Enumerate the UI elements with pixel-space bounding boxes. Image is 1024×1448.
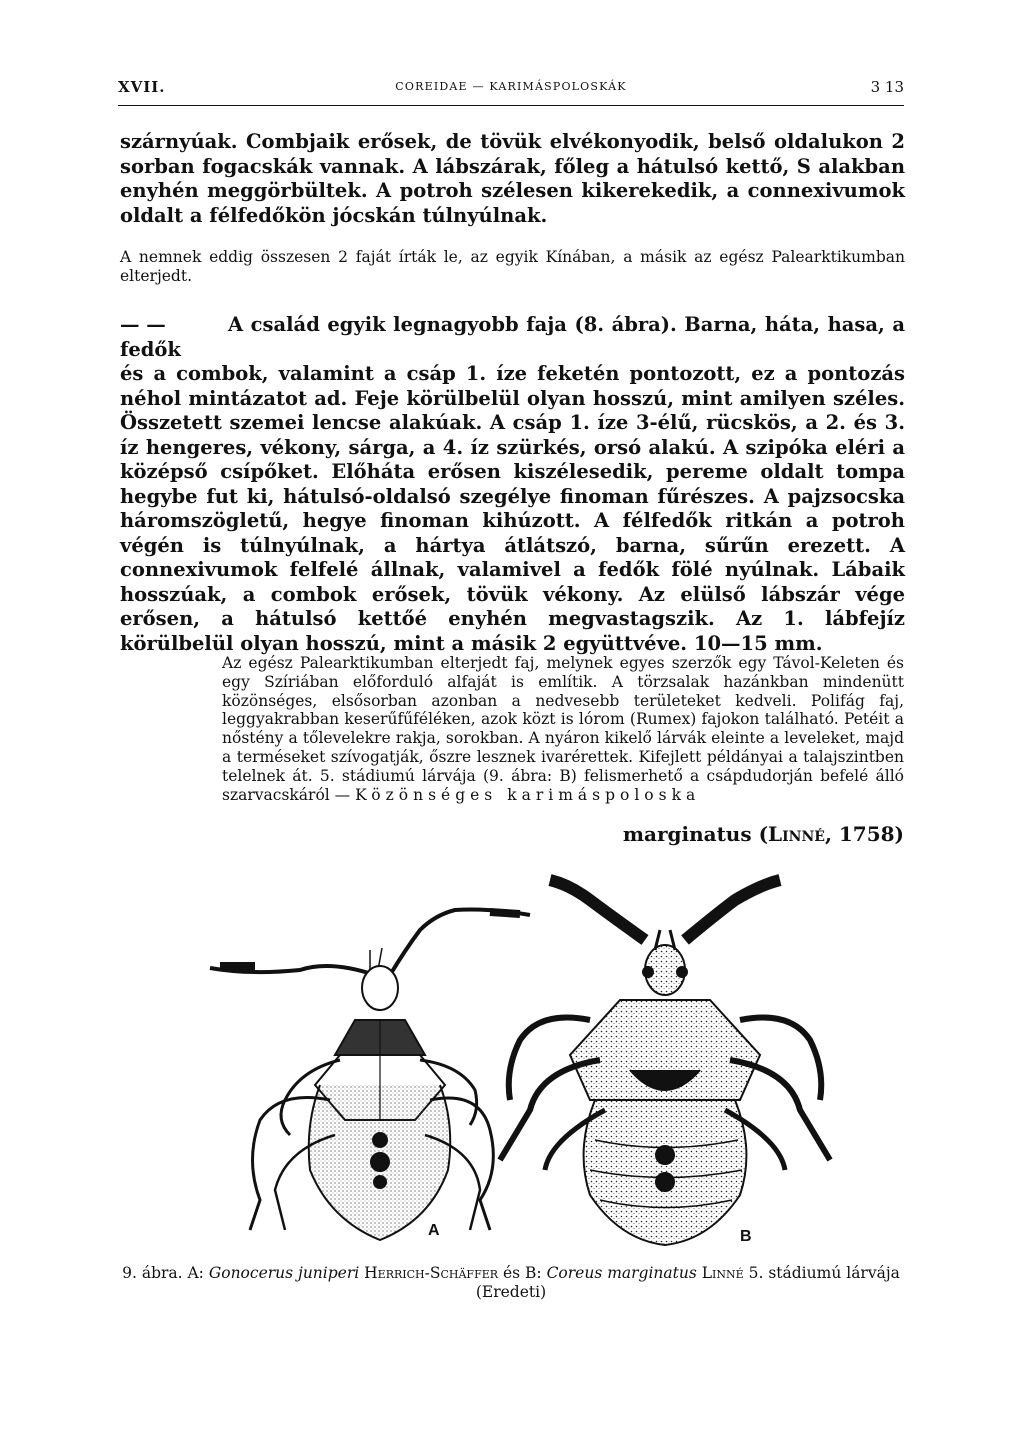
caption-suffix: 5. stádiumú lárvája (Eredeti) <box>475 1264 900 1301</box>
page-number: 3 13 <box>870 78 904 96</box>
caption-author-a: Herrich-Schäffer <box>364 1264 499 1282</box>
figure-caption <box>118 1264 904 1302</box>
figure-label-b: B <box>740 1228 752 1245</box>
figure-label-a: A <box>428 1222 440 1239</box>
insect-illustrations <box>190 870 910 1250</box>
species-name-line: marginatus (Linné, 1758) <box>622 822 904 846</box>
species-epithet: marginatus <box>622 822 752 846</box>
caption-prefix: 9. ábra. A: <box>122 1264 204 1282</box>
species-author: Linné <box>768 822 825 846</box>
insect-b-coreus <box>500 880 830 1245</box>
species-description-text: és a combok, valamint a csáp 1. íze feketén pontozott, ez a pontozás néhol mintázatot ad. Feje körülbelül olyan hosszú, mint amilyen széles. Összetett szemei lencse alakúak. A csáp 1. íze 3-élű, rücskös, a 2. és 3. íz hengeres, vékony, sárga, a 4. íz szürkés, orsó alakú. A szipóka eléri a középső csípőket. Előháta erősen kiszélesedik, pereme oldalt tompa hegybe fut ki, hátulsó-oldalsó szegélye finoman fűrészes. A pajzsocska háromszögletű, hegye finoman kihúzott. A félfedők ritkán a potroh végén is túlnyúlnak, a hártya átlátszó, barna, sűrűn erezett. A connexivumok felfelé állnak, valamivel a fedők fölé nyúlnak. Lábaik hosszúak, a combok erősek, tövük vékony. Az elülső lábszár vége erősen, a hátulsó kettőé enyhén megvastagszik. Az 1. lábfejíz körülbelül olyan hosszú, mint a másik 2 együttvéve. 10—15 mm. <box>120 362 905 655</box>
chapter-number: XVII. <box>118 78 166 96</box>
caption-and: és B: <box>502 1264 542 1282</box>
paragraph-species-biology <box>222 654 904 804</box>
caption-author-b: Linné <box>701 1264 744 1282</box>
running-title: COREIDAE — KARIMÁSPOLOSKÁK <box>395 80 627 93</box>
species-dash-placeholder: — — <box>120 313 166 336</box>
species-year: , 1758) <box>824 822 904 846</box>
paragraph-genus-description: szárnyúak. Combjaik erősek, de tövük elvékonyodik, belső oldalukon 2 sorban fogacskák vannak. A lábszárak, főleg a hátulsó kettő, S alakban enyhén meggörbültek. A potroh szélesen kikerekedik, a connexivumok oldalt a félfedőkön jócskán túlnyúlnak. <box>120 130 905 227</box>
species-biology-text: Az egész Palearktikumban elterjedt faj, melynek egyes szerzők egy Távol-Keleten és egy Szíriában előforduló alfaját is említik. A törzsalak hazánkban mindenütt közönséges, elsősorban azonban a nedvesebb területeket kedveli. Polifág faj, leggyakrabban keserűfűféléken, azok közt is lórom (Rumex) fajokon található. Petéit a nőstény a tőlevelekre rakja, sorokban. A nyáron kikelő lárvák eleinte a leveleket, majd a terméseket szívogatják, őszre lesznek ivarérettek. Kifejlett példányai a talajszintben telelnek át. 5. stádiumú lárvája (9. ábra: B) felismerhető a csápdudorján befelé álló szarvacskáról — <box>222 654 904 804</box>
paragraph-genus-distribution: A nemnek eddig összesen 2 faját írták le, az egyik Kínában, a másik az egész Palearktikumban elterjedt. <box>120 248 905 285</box>
paragraph-species-description <box>120 313 905 656</box>
common-name: Közönséges karimáspoloska <box>355 785 701 804</box>
figure-insects <box>190 870 910 1250</box>
header-rule <box>118 105 904 106</box>
insect-a-gonocerus <box>210 910 530 1240</box>
species-description-first-line: A család egyik legnagyobb faja (8. ábra). Barna, háta, hasa, a fedők <box>120 313 905 361</box>
running-header <box>118 78 904 100</box>
caption-taxon-a: Gonocerus juniperi <box>208 1264 360 1282</box>
caption-taxon-b: Coreus marginatus <box>546 1264 697 1282</box>
